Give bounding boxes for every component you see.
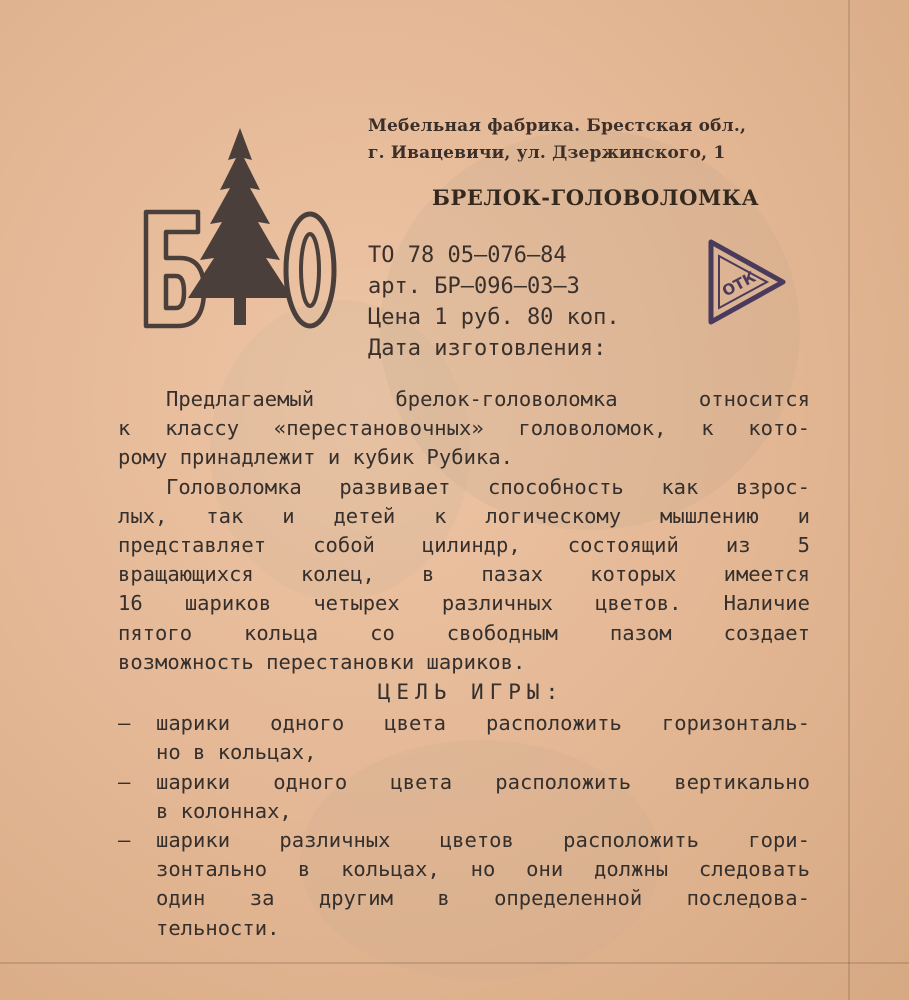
goal-item [118, 768, 810, 826]
text-line: в колоннах, [156, 798, 292, 823]
description-text [118, 385, 810, 943]
text-line: тельности. [156, 915, 280, 940]
manufacturer-address [368, 113, 788, 167]
standard-code: ТО 78 05—076—84 [368, 243, 567, 268]
text-line: Предлагаемый брелок-головоломка относится [166, 387, 810, 411]
goal-heading: ЦЕЛЬ ИГРЫ: [377, 680, 565, 705]
product-title: БРЕЛОК-ГОЛОВОЛОМКА [432, 185, 760, 210]
quality-stamp [703, 236, 789, 326]
text-line: лых, так и детей к логическому мышлению и [118, 503, 810, 528]
factory-logo [140, 120, 340, 335]
dash-bullet: — [118, 828, 131, 853]
text-line: пятого кольца со свободным пазом создает [118, 620, 810, 645]
text-line: возможность перестановки шариков. [118, 649, 526, 674]
text-line: рому принадлежит и кубик Рубика. [118, 445, 513, 470]
text-line: шарики одного цвета расположить горизонталь- [156, 711, 810, 736]
stamp-text: ОТК [719, 267, 759, 301]
price: Цена 1 руб. 80 коп. [368, 305, 620, 330]
goal-item [118, 826, 810, 943]
text-line: шарики различных цветов расположить гори- [156, 828, 810, 853]
triangle-inspection-stamp-icon [703, 236, 789, 326]
paragraph-1 [118, 385, 810, 473]
goal-item [118, 709, 810, 767]
text-line: 16 шариков четырех различных цветов. Наличие [118, 591, 810, 616]
text-line: зонтально в кольцах, но они должны следовать [156, 857, 810, 882]
text-line: к классу «перестановочных» головоломок, к кото- [118, 416, 810, 441]
text-line: шарики одного цвета расположить вертикально [156, 769, 810, 794]
manufacture-date-label: Дата изготовления: [368, 336, 607, 361]
text-line: Головоломка развивает способность как взрос- [166, 474, 810, 499]
manufacturer-line: г. Ивацевичи, ул. Дзержинского, 1 [368, 143, 726, 163]
text-line: вращающихся колец, в пазах которых имеется [118, 562, 810, 587]
fir-tree-logo-icon [140, 120, 340, 335]
paper-fold [848, 0, 850, 1000]
dash-bullet: — [118, 769, 131, 794]
text-line: представляет собой цилиндр, состоящий из 5 [118, 533, 810, 558]
article-number: арт. БР—096—03—3 [368, 274, 580, 299]
goal-list [118, 709, 810, 943]
text-line: но в кольцах, [156, 740, 317, 765]
paragraph-2 [118, 473, 810, 677]
product-specs [368, 240, 620, 364]
dash-bullet: — [118, 711, 131, 736]
manufacturer-line: Мебельная фабрика. Брестская обл., [368, 116, 747, 136]
text-line: один за другим в определенной последова- [156, 886, 810, 911]
paper-fold [0, 962, 909, 964]
